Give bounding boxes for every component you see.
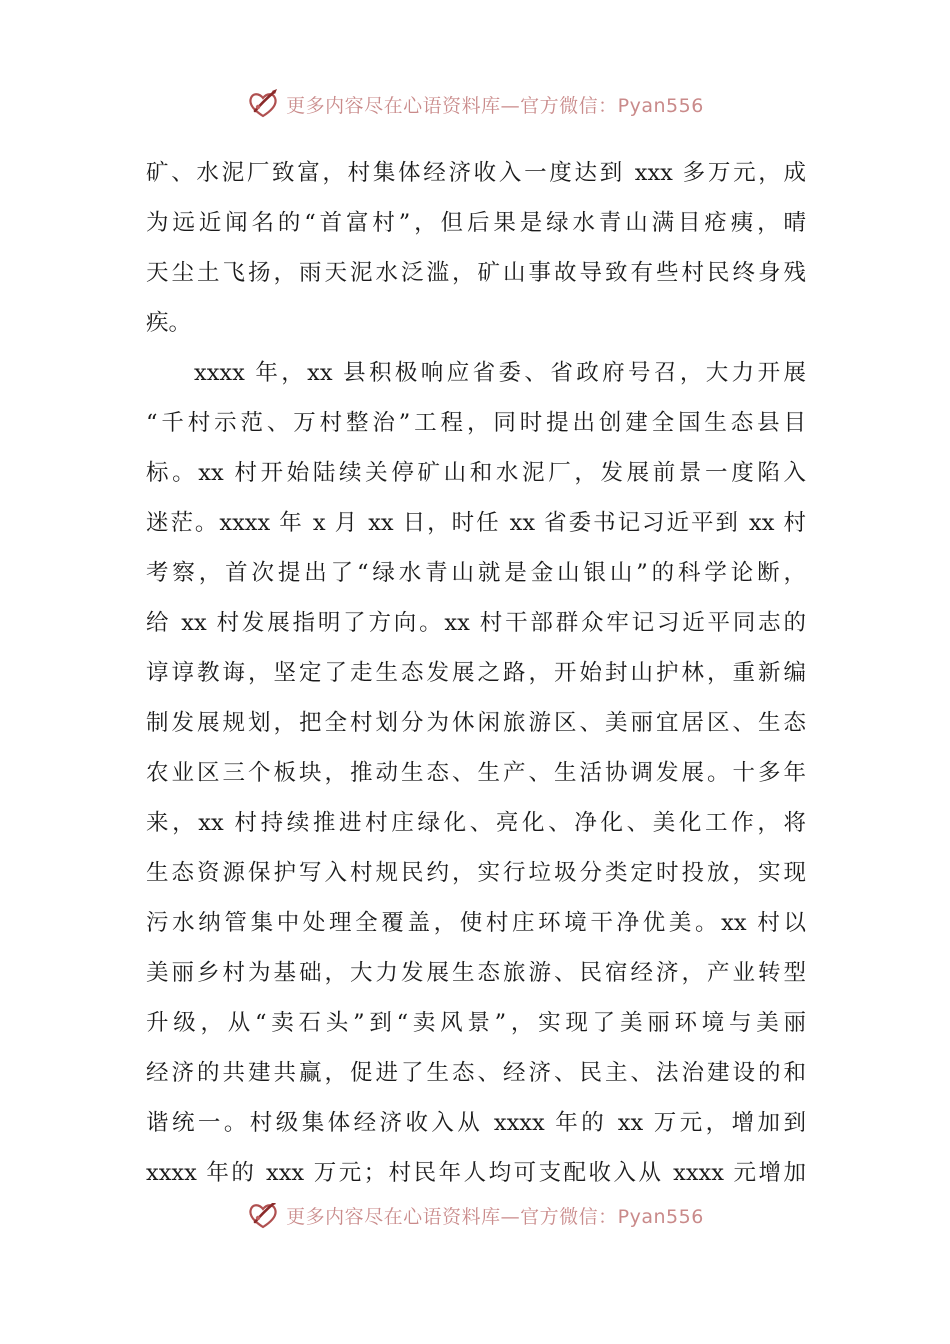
body-line: “千村示范、万村整治”工程，同时提出创建全国生态县目 (146, 410, 806, 436)
body-line: 谐统一。村级集体经济收入从 xxxx 年的 xx 万元，增加到 (146, 1110, 806, 1136)
header-banner (0, 84, 950, 124)
brush-heart-icon (246, 87, 280, 121)
brush-heart-icon (246, 1203, 280, 1232)
body-line: 污水纳管集中处理全覆盖，使村庄环境干净优美。xx 村以 (146, 910, 806, 936)
body-line: 给 xx 村发展指明了方向。xx 村干部群众牢记习近平同志的 (146, 610, 806, 636)
footer-banner-label: 更多内容尽在心语资料库—官方微信： (286, 1205, 618, 1228)
body-line: 天尘土飞扬，雨天泥水泛滥，矿山事故导致有些村民终身残 (146, 260, 806, 286)
body-line: xxxx 年的 xxx 万元；村民年人均可支配收入从 xxxx 元增加 (146, 1160, 806, 1186)
body-line: 来，xx 村持续推进村庄绿化、亮化、净化、美化工作，将 (146, 810, 806, 836)
header-wechat-id: Pyan556 (617, 94, 704, 117)
body-line: 升级，从“卖石头”到“卖风景”，实现了美丽环境与美丽 (146, 1010, 806, 1036)
body-line: 为远近闻名的“首富村”，但后果是绿水青山满目疮痍，晴 (146, 210, 806, 236)
body-line: 生态资源保护写入村规民约，实行垃圾分类定时投放，实现 (146, 860, 806, 886)
body-line: 谆谆教诲，坚定了走生态发展之路，开始封山护林，重新编 (146, 660, 806, 686)
body-line: 矿、水泥厂致富，村集体经济收入一度达到 xxx 多万元，成 (146, 160, 806, 186)
body-line: 疾。 (146, 310, 192, 336)
footer-banner-text (286, 1203, 704, 1229)
document-body (146, 148, 806, 1198)
body-line: 经济的共建共赢，促进了生态、经济、民主、法治建设的和 (146, 1060, 806, 1086)
header-banner-label: 更多内容尽在心语资料库—官方微信： (286, 94, 618, 117)
header-banner-inner (246, 87, 704, 121)
footer-wechat-id: Pyan556 (617, 1205, 704, 1228)
body-line: 标。xx 村开始陆续关停矿山和水泥厂，发展前景一度陷入 (146, 460, 806, 486)
body-line: 考察，首次提出了“绿水青山就是金山银山”的科学论断， (146, 560, 806, 586)
header-banner-text (286, 91, 704, 118)
body-line: 农业区三个板块，推动生态、生产、生活协调发展。十多年 (146, 760, 806, 786)
footer-banner (0, 1203, 950, 1239)
footer-banner-inner (246, 1203, 704, 1232)
body-line: xxxx 年，xx 县积极响应省委、省政府号召，大力开展 (194, 360, 806, 386)
body-line: 迷茫。xxxx 年 x 月 xx 日，时任 xx 省委书记习近平到 xx 村 (146, 510, 806, 536)
body-line: 美丽乡村为基础，大力发展生态旅游、民宿经济，产业转型 (146, 960, 806, 986)
body-line: 制发展规划，把全村划分为休闲旅游区、美丽宜居区、生态 (146, 710, 806, 736)
